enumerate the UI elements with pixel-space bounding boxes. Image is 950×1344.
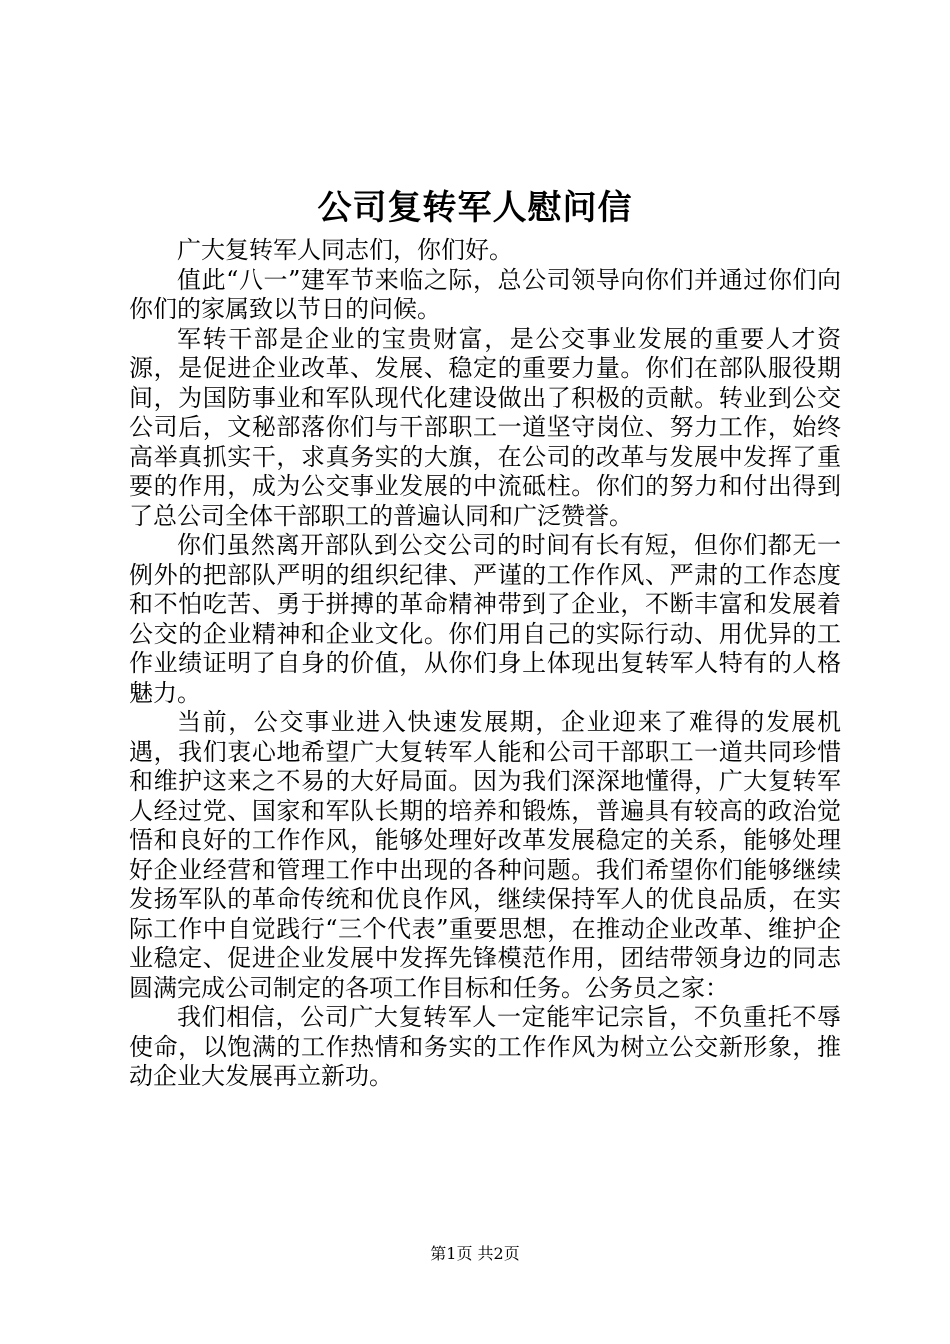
paragraph-contribution: 军转干部是企业的宝贵财富，是公交事业发展的重要人才资源，是促进企业改革、发展、稳定的重要力量。你们在部队服役期间，为国防事业和军队现代化建设做出了积极的贡献。转业到公交公司后，文秘部落你们与干部职工一道坚守岗位、努力工作，始终高举真抓实干，求真务实的大旗，在公司的改革与发展中发挥了重要的作用，成为公交事业发展的中流砥柱。你们的努力和付出得到了总公司全体干部职工的普遍认同和广泛赞誉。 bbox=[129, 324, 841, 530]
page-footer: 第1页 共2页 bbox=[430, 1244, 520, 1263]
paragraph-greeting: 广大复转军人同志们，你们好。 bbox=[177, 236, 513, 264]
paragraph-closing: 我们相信，公司广大复转军人一定能牢记宗旨，不负重托不辱使命，以饱满的工作热情和务实的工作作风为树立公交新形象，推动企业大发展再立新功。 bbox=[129, 1003, 841, 1090]
paragraph-spirit: 你们虽然离开部队到公交公司的时间有长有短，但你们都无一例外的把部队严明的组织纪律、严谨的工作作风、严肃的工作态度和不怕吃苦、勇于拼搏的革命精神带到了企业，不断丰富和发展着公交的企业精神和企业文化。你们用自己的实际行动、用优异的工作业绩证明了自身的价值，从你们身上体现出复转军人特有的人格魅力。 bbox=[129, 531, 841, 707]
document-title: 公司复转军人慰问信 bbox=[317, 188, 633, 228]
letter-body bbox=[129, 236, 841, 1092]
paragraph-hopes: 当前，公交事业进入快速发展期，企业迎来了难得的发展机遇，我们衷心地希望广大复转军人能和公司干部职工一道共同珍惜和维护这来之不易的大好局面。因为我们深深地懂得，广大复转军人经过党、国家和军队长期的培养和锻炼，普遍具有较高的政治觉悟和良好的工作作风，能够处理好改革发展稳定的关系，能够处理好企业经营和管理工作中出现的各种问题。我们希望你们能够继续发扬军队的革命传统和优良作风，继续保持军人的优良品质，在实际工作中自觉践行“三个代表”重要思想，在推动企业改革、维护企业稳定、促进企业发展中发挥先锋模范作用，团结带领身边的同志圆满完成公司制定的各项工作目标和任务。公务员之家： bbox=[129, 708, 841, 1002]
paragraph-holiday-greeting: 值此“八一”建军节来临之际，总公司领导向你们并通过你们向你们的家属致以节日的问候。 bbox=[129, 265, 841, 323]
